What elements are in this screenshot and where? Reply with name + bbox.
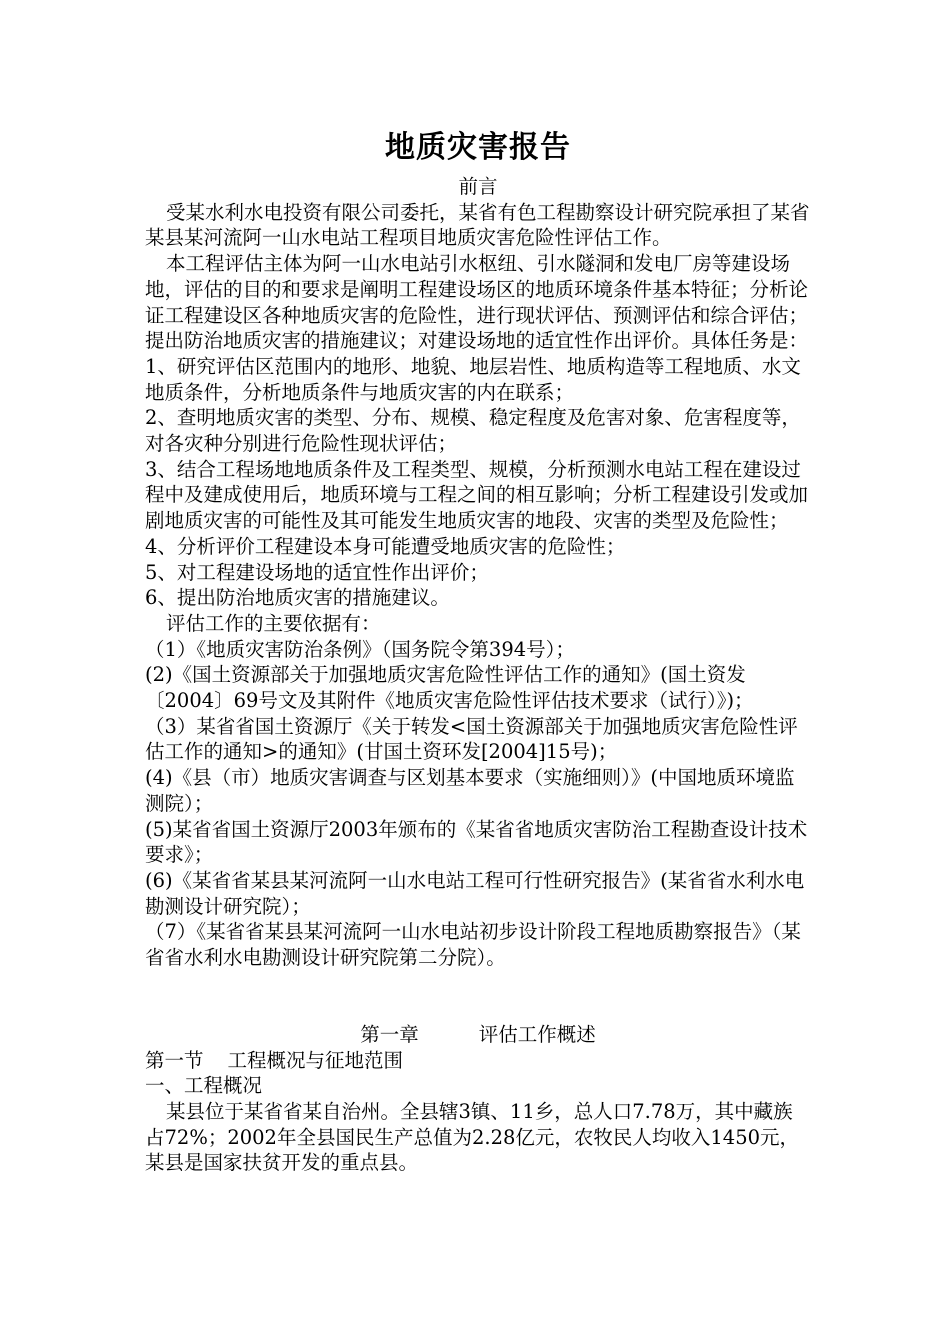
- document-title: 地质灾害报告: [385, 130, 571, 165]
- basis-item: (4)《县（市）地质灾害调查与区划基本要求（实施细则）》(中国地质环境监测院）；: [145, 766, 795, 815]
- basis-item: （1）《地质灾害防治条例》（国务院令第394号）；: [145, 637, 575, 661]
- task-item: 6、提出防治地质灾害的措施建议。: [145, 586, 450, 610]
- task-item: 4、分析评价工程建设本身可能遭受地质灾害的危险性；: [145, 534, 626, 558]
- chapter-number: 第一章: [360, 1022, 419, 1046]
- subsection-heading: 一、工程概况: [145, 1074, 263, 1098]
- preface-heading: 前言: [458, 175, 498, 198]
- chapter-heading: [145, 1022, 811, 1048]
- basis-item: (6)《某省省某县某河流阿一山水电站工程可行性研究报告》(某省省水利水电勘测设计研究院）；: [145, 868, 805, 918]
- basis-item: (5)某省省国土资源厅2003年颁布的《某省省地质灾害防治工程勘查设计技术要求》；: [145, 817, 808, 867]
- section-number: 第一节: [145, 1048, 204, 1072]
- basis-item: (2)《国土资源部关于加强地质灾害危险性评估工作的通知》(国土资发〔2004〕69号文及其附件《地质灾害危险性评估技术要求（试行）》)；: [145, 663, 754, 713]
- basis-intro: 评估工作的主要依据有：: [166, 611, 381, 635]
- task-item: 2、查明地质灾害的类型、分布、规模、稳定程度及危害对象、危害程度等，对各灾种分别进行危险性现状评估；: [145, 406, 801, 456]
- basis-item: （3）某省省国土资源厅《关于转发<国土资源部关于加强地质灾害危险性评估工作的通知>的通知》(甘国土资环发[2004]15号)；: [145, 714, 798, 764]
- section-title: 工程概况与征地范围: [227, 1048, 404, 1072]
- task-item: 5、对工程建设场地的适宜性作出评价；: [145, 560, 489, 584]
- section-heading: [145, 1048, 811, 1074]
- task-item: 1、研究评估区范围内的地形、地貌、地层岩性、地质构造等工程地质、水文地质条件，分析地质条件与地质灾害的内在联系；: [145, 354, 801, 404]
- chapter-title: 评估工作概述: [478, 1022, 596, 1046]
- task-item: 3、结合工程场地地质条件及工程类型、规模，分析预测水电站工程在建设过程中及建成使用后，地质环境与工程之间的相互影响；分析工程建设引发或加剧地质灾害的可能性及其可能发生地质灾害的地段、灾害的类型及危险性；: [145, 457, 809, 533]
- overview-paragraph: 某县位于某省省某自治州。全县辖3镇、11乡，总人口7.78万，其中藏族占72%；2002年全县国民生产总值为2.28亿元，农牧民人均收入1450元，某县是国家扶贫开发的重点县。: [145, 1099, 800, 1175]
- preface-paragraph-1: 受某水利水电投资有限公司委托，某省有色工程勘察设计研究院承担了某省某县某河流阿一山水电站工程项目地质灾害危险性评估工作。: [145, 200, 810, 250]
- chapter-spacer: [145, 971, 811, 1022]
- preface-paragraph-2: 本工程评估主体为阿一山水电站引水枢纽、引水隧洞和发电厂房等建设场地，评估的目的和要求是阐明工程建设场区的地质环境条件基本特征；分析论证工程建设区各种地质灾害的危险性，进行现状评估、预测评估和综合评估；提出防治地质灾害的措施建议；对建设场地的适宜性作出评价。具体任务是：: [145, 252, 809, 353]
- basis-item: （7）《某省省某县某河流阿一山水电站初步设计阶段工程地质勘察报告》（某省省水利水电勘测设计研究院第二分院）。: [145, 920, 801, 970]
- document-page: [145, 128, 811, 1176]
